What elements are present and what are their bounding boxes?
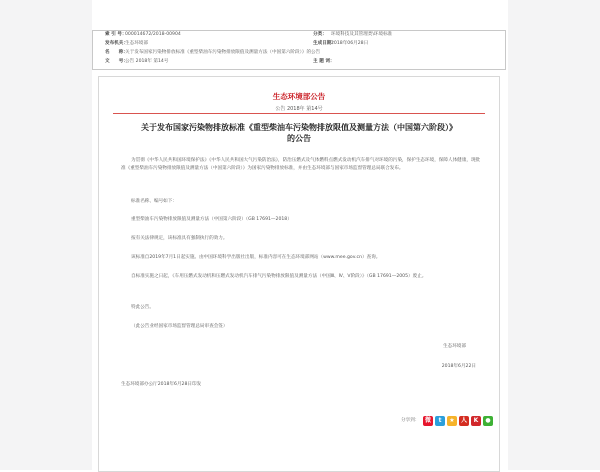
meta-row xyxy=(93,40,505,48)
index-label: 索 引 号： xyxy=(105,32,127,37)
date-label: 生成日期： xyxy=(313,41,336,46)
docnum-label: 文 号： xyxy=(105,59,128,64)
page-margin-right xyxy=(508,0,600,470)
docnum-value: 公告 2018年 第14号 xyxy=(125,59,169,64)
meta-row xyxy=(93,58,505,66)
document-metadata-table xyxy=(92,30,506,70)
paragraph: 按有关法律规定，该标准具有强制执行的效力。 xyxy=(131,236,228,241)
document-title: 关于发布国家污染物排放标准《重型柴油车污染物排放限值及测量方法（中国第六阶段）》的公告 xyxy=(141,122,457,143)
name-value: 关于发布国家污染物排放标准《重型柴油车污染物排放限值及测量方法（中国第六阶段）》的公告 xyxy=(125,50,321,55)
signature: 生态环境部 xyxy=(443,344,466,349)
share-label: 分享到： xyxy=(401,418,420,423)
qzone-icon[interactable]: ★ xyxy=(447,416,457,426)
sign-date: 2018年6月22日 xyxy=(441,364,476,369)
kaixin-icon[interactable]: K xyxy=(471,416,481,426)
index-value: 000014672/2018-00904 xyxy=(125,32,181,37)
paragraph: 特此公告。 xyxy=(131,305,154,310)
publisher-label: 发布机关： xyxy=(105,41,128,46)
paragraph: 标准名称、编号如下： xyxy=(131,199,177,204)
page-margin-left xyxy=(0,0,92,470)
issued-note: 生态环境部办公厅2018年6月28日印发 xyxy=(121,382,202,387)
meta-row xyxy=(93,31,505,39)
paragraph: 自标准实施之日起，《车用压燃式发动机和压燃式发动机汽车排气污染物排放限值及测量方法（中国Ⅲ、Ⅳ、Ⅴ阶段）》（GB 17691—2005）废止。 xyxy=(131,274,427,279)
paragraph: 重型柴油车污染物排放限值及测量方法（中国第六阶段）（GB 17691—2018） xyxy=(131,217,292,222)
header-divider xyxy=(113,113,485,114)
subject-label: 主 题 词： xyxy=(313,59,335,64)
name-label: 名 称： xyxy=(105,50,128,55)
paragraph: 为贯彻《中华人民共和国环境保护法》《中华人民共和国大气污染防治法》，防治压燃式及气体燃料点燃式发动机汽车排气对环境的污染，保护生态环境，保障人体健康，现批准《重型柴油车污染物排放限值及测量方法（中国第六阶段）》为国家污染物排放标准，并由生态环境部与国家市场监督管理总局联合发布。 xyxy=(121,158,481,171)
weibo-icon[interactable]: 微 xyxy=(424,417,431,424)
meta-row xyxy=(93,49,505,57)
wechat-icon[interactable]: ● xyxy=(483,416,493,426)
tencent-weibo-icon[interactable]: t xyxy=(435,416,445,426)
document-panel xyxy=(98,76,500,472)
publisher-value: 生态环境部 xyxy=(125,41,148,46)
paragraph: 该标准自2019年7月1日起实施。由中国环境科学出版社出版，标准内容可在生态环境部网站（www.mee.gov.cn）查询。 xyxy=(131,255,381,260)
category-value: 环境科技及其管理类\环境标准 xyxy=(331,32,393,37)
category-label: 分类： xyxy=(313,32,327,37)
renren-icon[interactable]: 人 xyxy=(460,417,467,424)
date-value: 2018年06月28日 xyxy=(331,41,369,46)
announcement-header: 生态环境部公告 xyxy=(272,92,326,101)
paragraph: （此公告业经国家市场监督管理总局审查会签） xyxy=(131,324,228,329)
document-number: 公告 2018年 第14号 xyxy=(275,106,323,112)
